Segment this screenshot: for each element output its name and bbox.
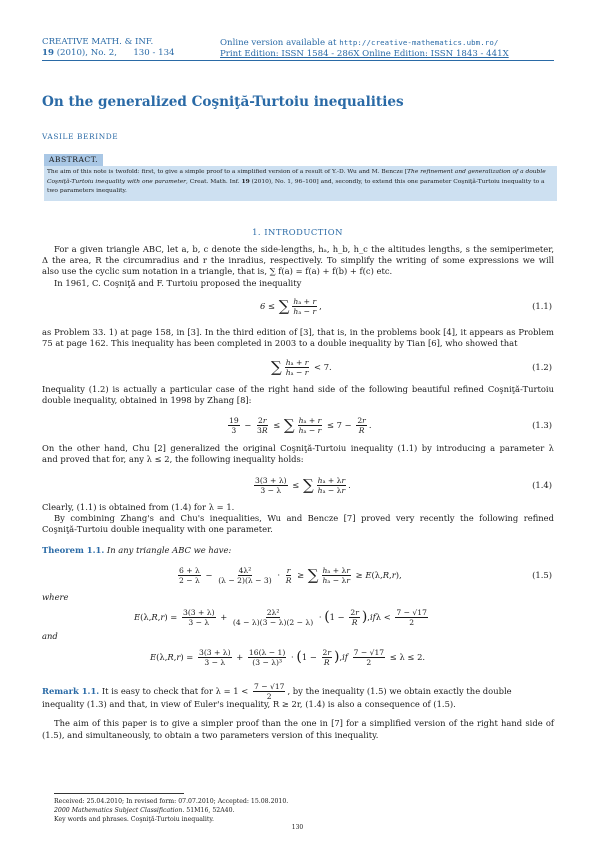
text-line: Coşniţă-Turtoiu double inequality with one parameter. — [42, 524, 273, 534]
text-line: On the other hand, Chu [2] generalized the original Coşniţă-Turtoiu inequality (1.1) by introducing a parameter λ — [42, 443, 554, 453]
text-line: (1.5), and simultaneously, to obtain a two parameters version of this inequality. — [42, 730, 379, 740]
theorem-heading — [42, 545, 554, 556]
text-line: Clearly, (1.1) is obtained from (1.4) for λ = 1. — [42, 502, 235, 512]
paper-title: On the generalized Coşniţă-Turtoiu inequalities — [42, 94, 404, 110]
abstract-text-3: (2010), No. 1, 96–100] and, secondly, to extend this one parameter Coşniţă-Turtoiu inequality to a two parameters inequality. — [47, 179, 545, 194]
abstract-text-2: , Creat. Math. Inf. — [186, 179, 242, 185]
remark-line: Remark 1.1. It is easy to check that for λ = 1 < $\frac{7 - √17}{2}$ , by the inequality (1.5) we obtain exactly the double — [42, 682, 512, 701]
equation-1-1: 6 ≤ ∑ $\frac{\text{hₐ + r}}{\text{hₐ − r}}$ , (1.1) — [42, 291, 554, 321]
msc-classification: 2000 Mathematics Subject Classification. 51M16, 52A40. — [54, 807, 235, 814]
journal-name: CREATIVE MATH. & INF. — [42, 37, 154, 47]
journal-volume: 19 — [42, 48, 54, 58]
text-line: double inequality, obtained in 1998 by Zhang [8]: — [42, 395, 252, 405]
equation-E-case-1: E (λ, R , r ) = $\frac{3(3 + \lambda)}{3 - \lambda}$ + $\frac{\text{2λ²}}{(4 - \lambda)(3 - \lambda)(2 - \lambda)}$ · ( 1 − $\frac{2r}{R}$ ) , if λ < $\frac{7 - √17}{2}$ — [134, 607, 427, 627]
text-line: and proved that for, any λ ≤ 2, the following inequality holds: — [42, 454, 304, 464]
journal-issue: (2010), No. 2, — [53, 48, 117, 58]
author-name: VASILE BERINDE — [42, 132, 119, 141]
section-heading-introduction: 1. INTRODUCTION — [252, 227, 343, 237]
text-line: Δ the area, R the circumradius and r the inradius, respectively. To simplify the writing of some expressions we will — [42, 255, 554, 265]
text-line: In 1961, C. Coşniţă and F. Turtoiu proposed the inequality — [54, 278, 302, 288]
equation-E-case-2: E (λ, R , r ) = $\frac{3(3 + \lambda)}{3 - \lambda}$ + $\frac{16(\lambda - 1)}{\text{(3 − λ)³}}$ · ( 1 − $\frac{2r}{R}$ ) , if $\frac{7 - √17}{2}$ ≤ λ ≤ 2. — [150, 647, 426, 667]
equation-number: (1.1) — [532, 301, 552, 311]
received-dates: Received: 25.04.2010; In revised form: 07.07.2010; Accepted: 15.08.2010. — [54, 798, 289, 805]
and-label: and — [42, 631, 58, 641]
page-number: 130 — [291, 824, 304, 831]
abstract-label: ABSTRACT. — [44, 154, 103, 166]
remark-text-1: It is easy to check that for λ = 1 < — [101, 686, 249, 696]
issn-line: Print Edition: ISSN 1584 - 286X Online Edition: ISSN 1843 - 441X — [220, 49, 509, 59]
equation-1-3: $\frac{19}{3}$ − $\frac{2r}{3R}$ ≤ ∑ $\frac{\text{hₐ + r}}{\text{hₐ − r}}$ ≤ 7 − $\frac{2r}{R}$ . (1.3) — [42, 410, 554, 440]
theorem-label: Theorem 1.1. — [42, 545, 105, 555]
journal-header — [42, 37, 175, 59]
text-line: The aim of this paper is to give a simpler proof than the one in [7] for a simplified version of the right hand side of — [54, 718, 554, 728]
equation-1-4: $\frac{3(3 + \lambda)}{3 - \lambda}$ ≤ ∑ $\frac{\text{hₐ + λr}}{\text{hₐ − λr}}$ . (1.4) — [42, 470, 554, 500]
text-line: For a given triangle ABC, let a, b, c denote the side-lengths, hₐ, h_b, h_c the altitudes lengths, s the semiperimeter, — [54, 244, 554, 254]
abstract-ref-title: The refinement and generalization of a double Coşniţă-Turtoiu inequality with one parameter — [47, 169, 546, 185]
online-label: Online version available at — [220, 38, 340, 48]
text-line: also use the cyclic sum notation in a triangle, that is, ∑ f(a) = f(a) + f(b) + f(c) etc. — [42, 266, 393, 276]
equation-number: (1.4) — [532, 480, 552, 490]
where-label: where — [42, 592, 69, 602]
abstract-box — [44, 166, 557, 201]
online-info — [220, 37, 509, 60]
theorem-text: In any triangle ABC we have: — [106, 545, 232, 555]
header-divider — [42, 60, 554, 61]
abstract-vol: 19 — [241, 178, 250, 185]
remark-text-2: , by the inequality (1.5) we obtain exactly the double — [287, 686, 512, 696]
abstract-text-1: The aim of this note is twofold: first, to give a simple proof to a simplified version of a result of Y.-D. Wu and M. Bencze [ — [47, 169, 408, 175]
text-line: Inequality (1.2) is actually a particular case of the right hand side of the following beautiful refined Coşniţă-Turtoiu — [42, 384, 554, 394]
equation-number: (1.5) — [532, 570, 552, 580]
equation-number: (1.3) — [532, 420, 552, 430]
text-line: as Problem 33. 1) at page 158, in [3]. In the third edition of [3], that is, in the problems book [4], it appears as Problem — [42, 327, 554, 337]
text-line: 75 at page 162. This inequality has been completed in 2003 to a double inequality by Tian [6], who showed that — [42, 338, 518, 348]
keywords: Key words and phrases. Coşniţă-Turtoiu inequality. — [54, 816, 215, 823]
equation-1-2: ∑ $\frac{\text{hₐ + r}}{\text{hₐ − r}}$ < 7. (1.2) — [42, 352, 554, 382]
text-line: By combining Zhang's and Chu's inequalities, Wu and Bencze [7] proved very recently the following refined — [54, 513, 554, 523]
remark-label: Remark 1.1. — [42, 686, 100, 696]
equation-1-5: $\frac{6 + \lambda}{2 - \lambda}$ − $\frac{\text{4λ²}}{(\lambda - 2)(\lambda - 3)}$ · $\frac{r}{R}$ ≥ ∑ $\frac{\text{hₐ + λr}}{\text{hₐ − λr}}$ ≥ E (λ, R , r ), (1.5) — [42, 560, 554, 590]
footnote-divider — [54, 793, 184, 794]
journal-pages: 130 - 134 — [133, 48, 175, 58]
equation-number: (1.2) — [532, 362, 552, 372]
text-line: inequality (1.3) and that, in view of Euler's inequality, R ≥ 2r, (1.4) is also a consequence of (1.5). — [42, 699, 456, 709]
online-url-link[interactable]: http://creative-mathematics.ubm.ro/ — [339, 38, 499, 47]
